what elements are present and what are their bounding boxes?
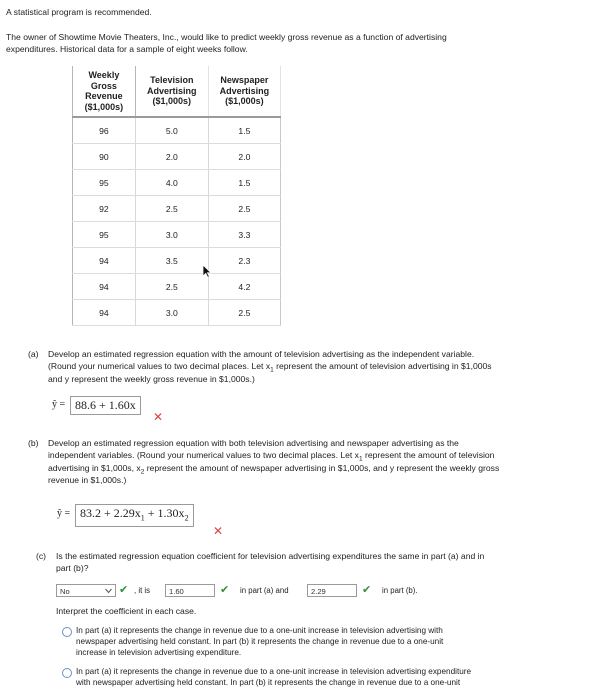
correct-icon: ✔ <box>362 584 372 596</box>
table-cell: 3.3 <box>208 222 280 248</box>
text: represent the amount of newspaper advertising in $1,000s, and y represent the weekly gross <box>144 463 500 473</box>
data-table <box>72 66 281 326</box>
text: (Round your numerical values to two decimal places. Let x <box>48 361 271 371</box>
option-2-text[interactable] <box>76 666 471 688</box>
table-cell: 2.5 <box>208 300 280 326</box>
part-c-label: (c) <box>36 551 47 561</box>
table-cell: 2.0 <box>208 144 280 170</box>
text: independent variables. (Round your numerical values to two decimal places. Let x <box>48 450 359 460</box>
subscript: 2 <box>184 513 189 523</box>
answer-a-field[interactable]: 88.6 + 1.60x <box>70 396 141 415</box>
header-line: Television <box>150 75 194 86</box>
yhat-label: ŷ = <box>52 399 66 410</box>
yhat-label: ŷ = <box>57 508 71 519</box>
part-b-label: (b) <box>28 438 39 448</box>
table-cell: 2.3 <box>208 248 280 274</box>
program-note: A statistical program is recommended. <box>6 7 152 17</box>
subscript: 1 <box>140 513 145 523</box>
part-b-line-4: revenue in $1,000s.) <box>48 475 127 485</box>
incorrect-icon: ✕ <box>153 410 164 424</box>
option-line: newspaper advertising held constant. In part (b) it represents the change in revenue due to a one-unit <box>76 637 444 646</box>
table-cell: 95 <box>73 170 136 196</box>
it-is-text: , it is <box>134 586 151 595</box>
table-cell: 1.5 <box>208 170 280 196</box>
table-header-row <box>73 66 281 117</box>
table-cell: 2.5 <box>135 274 208 300</box>
option-line: In part (a) it represents the change in revenue due to a one-unit increase in television advertising with <box>76 626 443 635</box>
problem-line-2: expenditures. Historical data for a sample of eight weeks follow. <box>6 44 248 54</box>
table-cell: 92 <box>73 196 136 222</box>
in-part-b-text: in part (b). <box>382 586 418 595</box>
table-cell: 1.5 <box>208 117 280 144</box>
table-row <box>73 196 281 222</box>
header-line: ($1,000s) <box>84 101 124 112</box>
header-line: Gross <box>90 80 117 91</box>
answer-b-field[interactable] <box>75 504 194 527</box>
option-2-radio[interactable] <box>62 668 72 678</box>
col-header-newspaper <box>208 66 280 117</box>
part-a-line-1: Develop an estimated regression equation with the amount of television advertising as the independent variable. <box>48 349 475 359</box>
option-1-radio[interactable] <box>62 627 72 637</box>
text: + 1.30x <box>144 506 185 520</box>
part-a-label: (a) <box>28 349 39 359</box>
part-c-line-2: part (b)? <box>56 563 89 573</box>
text: represent the amount of television advertising in $1,000s <box>273 361 492 371</box>
header-line: Weekly <box>88 70 120 80</box>
coefficient-a-input[interactable]: 1.60 <box>165 584 215 597</box>
table-cell: 4.2 <box>208 274 280 300</box>
mouse-cursor-icon <box>202 264 212 278</box>
part-b-line-1: Develop an estimated regression equation with both television advertising and newspaper advertising as the <box>48 438 459 448</box>
option-1-text[interactable] <box>76 625 443 658</box>
table-cell: 94 <box>73 300 136 326</box>
select-value: No <box>60 587 70 596</box>
col-header-television <box>135 66 208 117</box>
text: represent the amount of television <box>362 450 495 460</box>
table-row <box>73 300 281 326</box>
table-cell: 2.5 <box>135 196 208 222</box>
table-row <box>73 248 281 274</box>
part-c-line-1: Is the estimated regression equation coefficient for television advertising expenditures the same in part (a) and in <box>56 551 485 561</box>
header-line: Advertising <box>219 85 270 96</box>
correct-icon: ✔ <box>119 584 129 596</box>
header-line: Newspaper <box>220 75 269 86</box>
table-cell: 95 <box>73 222 136 248</box>
subscript: 2 <box>140 468 145 476</box>
option-line: with newspaper advertising held constant. In part (b) it represents the change in revenue due to a one-unit <box>76 678 461 687</box>
table-cell: 2.0 <box>135 144 208 170</box>
table-row <box>73 117 281 144</box>
subscript: 1 <box>358 455 363 463</box>
table-cell: 3.0 <box>135 222 208 248</box>
correct-icon: ✔ <box>220 584 230 596</box>
table-cell: 94 <box>73 248 136 274</box>
problem-line-1: The owner of Showtime Movie Theaters, Inc., would like to predict weekly gross revenue as a function of advertising <box>6 32 447 42</box>
table-row <box>73 144 281 170</box>
table-row <box>73 222 281 248</box>
header-line: ($1,000s) <box>152 96 192 107</box>
col-header-revenue <box>73 66 136 117</box>
subscript: 1 <box>270 366 274 374</box>
table-cell: 5.0 <box>135 117 208 144</box>
option-line: In part (a) it represents the change in revenue due to a one-unit increase in television advertising expenditure <box>76 667 472 676</box>
table-row <box>73 274 281 300</box>
table-cell: 3.5 <box>135 248 208 274</box>
table-cell: 94 <box>73 274 136 300</box>
coefficient-b-input[interactable]: 2.29 <box>307 584 357 597</box>
header-line: ($1,000s) <box>225 96 264 107</box>
table-cell: 96 <box>73 117 136 144</box>
table-row <box>73 170 281 196</box>
table-cell: 90 <box>73 144 136 170</box>
table-cell: 3.0 <box>135 300 208 326</box>
table-cell: 4.0 <box>135 170 208 196</box>
table-cell: 2.5 <box>208 196 280 222</box>
part-a-line-3: and y represent the weekly gross revenue in $1,000s.) <box>48 374 255 384</box>
text: 83.2 + 2.29x <box>80 506 141 520</box>
same-coefficient-select[interactable] <box>56 584 116 597</box>
interpret-prompt: Interpret the coefficient in each case. <box>56 606 197 616</box>
header-line: Advertising <box>147 85 197 96</box>
text: advertising in $1,000s, x <box>48 463 141 473</box>
header-line: Revenue <box>85 91 123 101</box>
incorrect-icon: ✕ <box>213 524 224 538</box>
in-part-a-text: in part (a) and <box>240 586 289 595</box>
option-line: increase in television advertising expenditure. <box>76 648 242 657</box>
chevron-down-icon <box>105 588 112 594</box>
